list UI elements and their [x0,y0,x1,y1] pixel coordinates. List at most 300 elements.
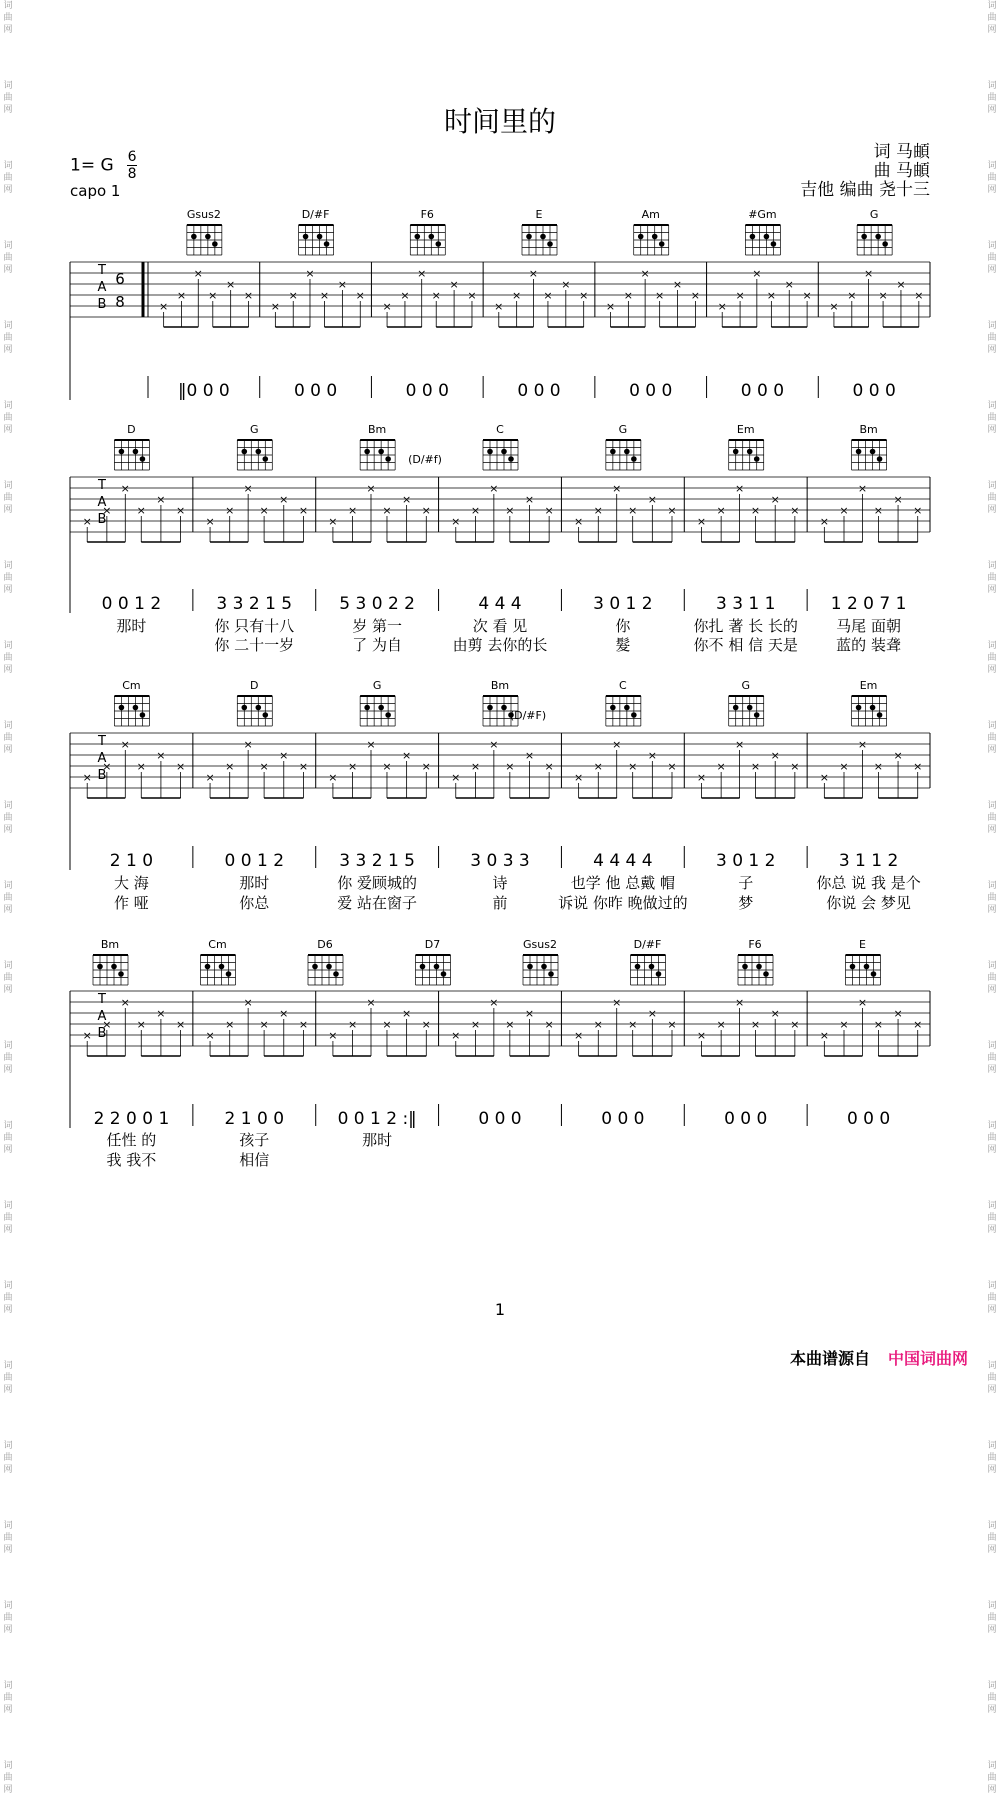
tab-note: × [696,1029,707,1042]
chord-dot [385,456,391,462]
chord-dot [610,705,616,711]
tab-note: × [402,749,412,762]
tab-note: × [402,1007,412,1020]
tab-note: × [175,504,186,517]
tab-note: × [319,289,330,302]
jianpu-measure: 3 0 1 2 [593,594,653,614]
jianpu-measure: 0 0 0 [293,381,338,401]
tab-note: × [750,504,761,517]
chord-dot [864,964,870,970]
tab-note: × [819,1029,829,1042]
tab-note: × [347,504,358,517]
tab-note: × [136,504,146,517]
chord-dot [435,241,441,247]
tab-note: × [467,289,477,302]
watermark-right: 词 曲 网 词 曲 网 词 曲 网 词 曲 网 词 曲 网 词 曲 网 词 曲 网 词 曲 网 词 曲 网 词 曲 网 词 曲 网 词 曲 网 词 曲 网 词 曲 网 词 曲 网 词 曲 网 词 曲 网 词 曲 网 词 曲 网 词 曲 网 词 曲 网 词 曲 网 词 曲 网 [987,1,997,1795]
tab-note: × [512,289,522,302]
tab-note: × [770,749,780,762]
tab-note: × [790,760,800,773]
chord-dot [385,712,391,718]
tab-note: × [382,300,392,313]
chord-name: E [859,938,866,951]
lyric-line-2: 诉说 你昨 晚做过的 [558,894,688,912]
tab-note: × [205,515,215,528]
tab-clef-letter: B [97,1026,107,1041]
tab-note: × [243,996,253,1009]
footer [790,1346,968,1369]
tab-note: × [790,1018,800,1031]
tab-note: × [667,1018,677,1031]
jianpu-measure: 0 0 0 [852,381,896,401]
jianpu-measure: 0 0 0 [846,1109,891,1129]
chord-name: F6 [748,938,762,951]
tab-note: × [913,1018,923,1031]
tab-note: × [82,1029,92,1042]
chord-name: G [250,423,259,436]
jianpu-measure: 3 0 1 2 [715,851,776,871]
chord-dot [191,234,197,240]
tab-note: × [120,482,130,495]
jianpu-measure: 3 3 1 1 [715,594,776,614]
tab-note: × [366,996,376,1009]
chord-dot [877,712,883,718]
tab-note: × [243,289,254,302]
lyric-line-1: 孩子 [239,1131,270,1149]
chord-dot [205,234,211,240]
lyric-line-2: 了 为自 [352,636,403,654]
chord-name: Cm [122,679,141,692]
tab-note: × [528,267,539,280]
tab-note: × [489,482,499,495]
jianpu-measure: 1 2 0 7 1 [830,594,907,614]
tab-note: × [102,1018,112,1031]
lyric-line-1: 诗 [492,874,508,892]
tab-note: × [279,1007,289,1020]
chord-dot [747,449,753,455]
tab-note: × [544,504,554,517]
chord-dot [856,705,862,711]
tab-note: × [494,300,504,313]
chord-dot [118,971,124,977]
tab-clef-letter: T [98,263,106,278]
tab-note: × [417,267,427,280]
chord-name: Cm [208,938,227,951]
chord-dot [119,705,125,711]
chord-dot [541,964,547,970]
chord-dot [255,449,261,455]
tab-note: × [574,1029,584,1042]
tab-note: × [770,493,780,506]
tab-note: × [574,771,584,784]
jianpu-measure: 0 0 0 [724,1109,768,1129]
jianpu-measure: 0 0 0 [478,1109,522,1129]
tab-note: × [857,482,868,495]
tab-note: × [193,267,203,280]
lyric-line-1: 你 只有十八 [214,617,295,635]
tab-note: × [878,289,888,302]
jianpu-measure: 5 3 0 2 2 [339,594,415,614]
tab-note: × [628,504,638,517]
tab-note: × [802,289,812,302]
tab-note: × [449,278,459,291]
tab-note: × [402,493,412,506]
tab-note: × [847,289,857,302]
chord-name: C [496,423,504,436]
chord-dot [861,234,867,240]
tab-note: × [544,760,554,773]
tab-note: × [382,1018,392,1031]
tab-clef-letter: T [98,734,106,749]
chord-dot [140,712,146,718]
chord-dot [364,705,370,711]
tab-note: × [205,1029,215,1042]
jianpu-measure: ‖0 0 0 [177,381,230,401]
tab-note: × [366,482,376,495]
chord-name: G [869,208,879,221]
tab-note: × [873,760,884,773]
chord-name: D6 [317,938,333,951]
tab-note: × [156,493,166,506]
capo-label: capo 1 [70,182,121,200]
chord-name: D/#F [301,208,330,221]
tab-note: × [136,760,146,773]
lyric-line-2: 作 哑 [114,894,149,912]
jianpu-measure: 0 0 0 [405,381,449,401]
lyric-line-1: 你总 说 我 是个 [816,874,921,892]
chord-dot [97,964,103,970]
lyric-line-1: 你 [615,617,631,635]
lyric-line-1: 那时 [362,1131,393,1149]
chord-dot [333,971,339,977]
chord-dot [850,964,856,970]
chord-annotation: (D/#F) [509,709,547,722]
lyric-line-2: 爱 站在窗子 [337,894,418,912]
tab-note: × [470,760,481,773]
chord-dot [434,964,440,970]
chord-dot [877,456,883,462]
tab-note: × [328,515,338,528]
tab-clef-letter: A [97,1009,107,1024]
tab-note: × [561,278,571,291]
tab-note: × [734,996,745,1009]
lyric-line-2: 你不 相 信 天是 [693,636,798,654]
chord-dot [747,705,753,711]
tab-note: × [839,760,849,773]
tab-note: × [647,749,657,762]
chord-dot [635,964,641,970]
tab-note: × [893,493,903,506]
lyric-line-2: 由剪 去你的长 [452,636,548,654]
tab-note: × [857,996,868,1009]
tab-note: × [593,1018,603,1031]
tab-note: × [524,749,535,762]
lyric-line-1: 子 [738,874,754,892]
chord-dot [212,241,218,247]
chord-name: D/#F [633,938,662,951]
chord-name: Bm [368,423,387,436]
chord-dot [742,964,748,970]
chord-dot [324,241,330,247]
chord-dot [871,971,877,977]
tab-note: × [337,278,347,291]
tab-note: × [451,1029,461,1042]
chord-dot [487,449,493,455]
tab-note: × [305,267,315,280]
chord-dot [262,456,268,462]
chord-dot [262,712,268,718]
tab-note: × [259,1018,269,1031]
chord-dot [754,456,760,462]
chord-dot [649,964,655,970]
tab-note: × [355,289,365,302]
chord-dot [501,449,507,455]
lyric-line-1: 岁 第一 [352,617,403,635]
composer: 曲 马頔 [873,161,930,181]
tab-note: × [893,1007,903,1020]
tab-note: × [735,289,745,302]
chord-dot [771,241,777,247]
chord-name: #Gm [748,208,777,221]
tab-note: × [400,289,410,302]
tab-note: × [716,1018,726,1031]
chord-dot [733,705,739,711]
lyric-line-1: 次 看 见 [472,617,528,635]
chord-dot [226,971,232,977]
tab-note: × [655,289,665,302]
tab-note: × [421,760,431,773]
tab-note: × [647,1007,657,1020]
tab-note: × [605,300,616,313]
chord-name: C [619,679,627,692]
chord-dot [540,234,546,240]
tab-note: × [628,1018,638,1031]
tab-note: × [120,996,130,1009]
chord-name: Bm [100,938,120,951]
chord-name: G [372,679,382,692]
tab-note: × [156,1007,166,1020]
lyric-line-1: 也学 他 总戴 帽 [570,874,676,892]
tab-note: × [288,289,298,302]
tab-note: × [102,504,112,517]
chord-dot [624,449,630,455]
chord-dot [652,234,658,240]
tab-note: × [505,504,515,517]
tab-note: × [819,515,829,528]
tab-note: × [717,300,727,313]
tab-note: × [243,482,253,495]
tab-note: × [489,996,499,1009]
chord-dot [763,971,769,977]
chord-name: F6 [420,208,434,221]
chord-dot [764,234,770,240]
time-signature-top: 6 [127,149,137,165]
tab-note: × [829,300,839,313]
chord-dot [508,456,514,462]
tab-note: × [819,771,829,784]
tab-note: × [136,1018,146,1031]
lyric-line-1: 大 海 [114,874,149,892]
tab-note: × [873,504,884,517]
tab-note: × [159,300,169,313]
chord-name: D [250,679,259,692]
arranger: 吉他 编曲 尧十三 [800,180,930,200]
chord-dot [317,234,323,240]
lyric-line-1: 你 爱顾城的 [337,874,418,892]
chord-dot [501,705,507,711]
chord-name: D [127,423,136,436]
jianpu-measure: 4 4 4 [478,594,522,614]
chord-dot [870,449,876,455]
chord-dot [750,234,756,240]
tab-note: × [505,760,515,773]
tab-note: × [120,738,130,751]
chord-name: G [618,423,628,436]
tab-note: × [259,504,269,517]
tab-clef-letter: A [97,280,107,295]
tab-note: × [574,515,584,528]
chord-dot [631,712,637,718]
lyric-line-2: 你说 会 梦见 [826,894,911,912]
footer-site: 中国词曲网 [887,1349,968,1368]
tab-note: × [647,493,657,506]
tab-note: × [505,1018,515,1031]
tab-note: × [208,289,218,302]
tab-clef-letter: T [98,478,106,493]
jianpu-measure: 3 3 2 1 5 [339,851,415,871]
chord-dot [255,705,261,711]
tab-clef-letter: B [97,297,107,312]
chord-dot [219,964,225,970]
tab-note: × [524,493,535,506]
tab-time-top: 6 [115,270,125,288]
lyric-line-1: 那时 [116,617,147,635]
tab-note: × [623,289,633,302]
chord-dot [548,971,554,977]
tab-note: × [913,504,923,517]
tab-note: × [750,1018,761,1031]
jianpu-measure: 3 3 2 1 5 [216,594,293,614]
tab-note: × [451,771,461,784]
tab-note: × [82,771,92,784]
lyric-line-2: 前 [492,894,508,912]
song-title: 时间里的 [443,105,556,138]
tab-note: × [612,738,622,751]
chord-dot [624,705,630,711]
chord-dot [875,234,881,240]
tab-note: × [612,996,622,1009]
tab-note: × [716,760,726,773]
tab-note: × [431,289,441,302]
tab-note: × [857,738,868,751]
tab-note: × [205,771,215,784]
tab-note: × [175,760,186,773]
chord-dot [638,234,644,240]
chord-dot [882,241,888,247]
tab-note: × [175,1018,186,1031]
chord-dot [303,234,309,240]
tab-note: × [470,1018,481,1031]
tab-clef-letter: T [98,992,106,1007]
tab-note: × [672,278,683,291]
tab-note: × [156,749,166,762]
jianpu-measure: 0 0 1 2 :‖ [337,1109,417,1129]
tab-note: × [470,504,481,517]
lyric-line-1: 那时 [239,874,270,892]
tab-note: × [225,504,235,517]
chord-dot [133,705,139,711]
tab-note: × [863,267,874,280]
footer-source: 本曲谱源自 [789,1349,870,1368]
tab-note: × [716,504,726,517]
tab-note: × [382,504,392,517]
chord-dot [631,456,637,462]
chord-dot [414,234,420,240]
tab-note: × [225,760,235,773]
chord-dot [527,964,533,970]
tab-note: × [913,760,923,773]
tab-note: × [690,289,701,302]
tab-note: × [914,289,924,302]
tab-note: × [896,278,906,291]
jianpu-measure: 3 0 3 3 [470,851,530,871]
tab-note: × [579,289,589,302]
jianpu-measure: 2 1 0 0 [224,1109,285,1129]
chord-dot [659,241,665,247]
jianpu-measure: 0 0 0 [601,1109,645,1129]
tab-note: × [451,515,461,528]
tab-note: × [421,504,431,517]
chord-dot [610,449,616,455]
tab-note: × [839,1018,849,1031]
chord-dot [420,964,426,970]
lyric-line-2: 我 我不 [106,1151,157,1169]
tab-note: × [839,504,849,517]
tab-note: × [524,1007,535,1020]
chord-dot [656,971,662,977]
jianpu-measure: 3 1 1 2 [838,851,899,871]
time-signature-bottom: 8 [127,166,137,182]
chord-dot [205,964,211,970]
tab-clef-letter: A [97,495,107,510]
chord-annotation: (D/#f) [408,453,442,466]
tab-note: × [766,289,776,302]
jianpu-measure: 0 0 0 [740,381,785,401]
chord-dot [547,241,553,247]
chord-name: Gsus2 [523,938,557,951]
tab-note: × [734,738,745,751]
tab-note: × [328,1029,338,1042]
chord-dot [754,712,760,718]
tab-note: × [489,738,499,751]
tab-note: × [593,504,603,517]
tab-time-bottom: 8 [115,293,125,311]
chord-name: Em [859,679,878,692]
tab-note: × [82,515,92,528]
tab-note: × [347,1018,358,1031]
lyricist: 词 马頔 [873,142,930,162]
tab-note: × [593,760,603,773]
tab-note: × [298,504,309,517]
tab-note: × [667,760,677,773]
tab-note: × [790,504,800,517]
chord-dot [378,449,384,455]
tab-note: × [893,749,903,762]
chord-dot [326,964,332,970]
lyric-line-2: 你 二十一岁 [214,636,295,654]
tab-note: × [279,749,289,762]
chord-dot [428,234,434,240]
chord-dot [364,449,370,455]
